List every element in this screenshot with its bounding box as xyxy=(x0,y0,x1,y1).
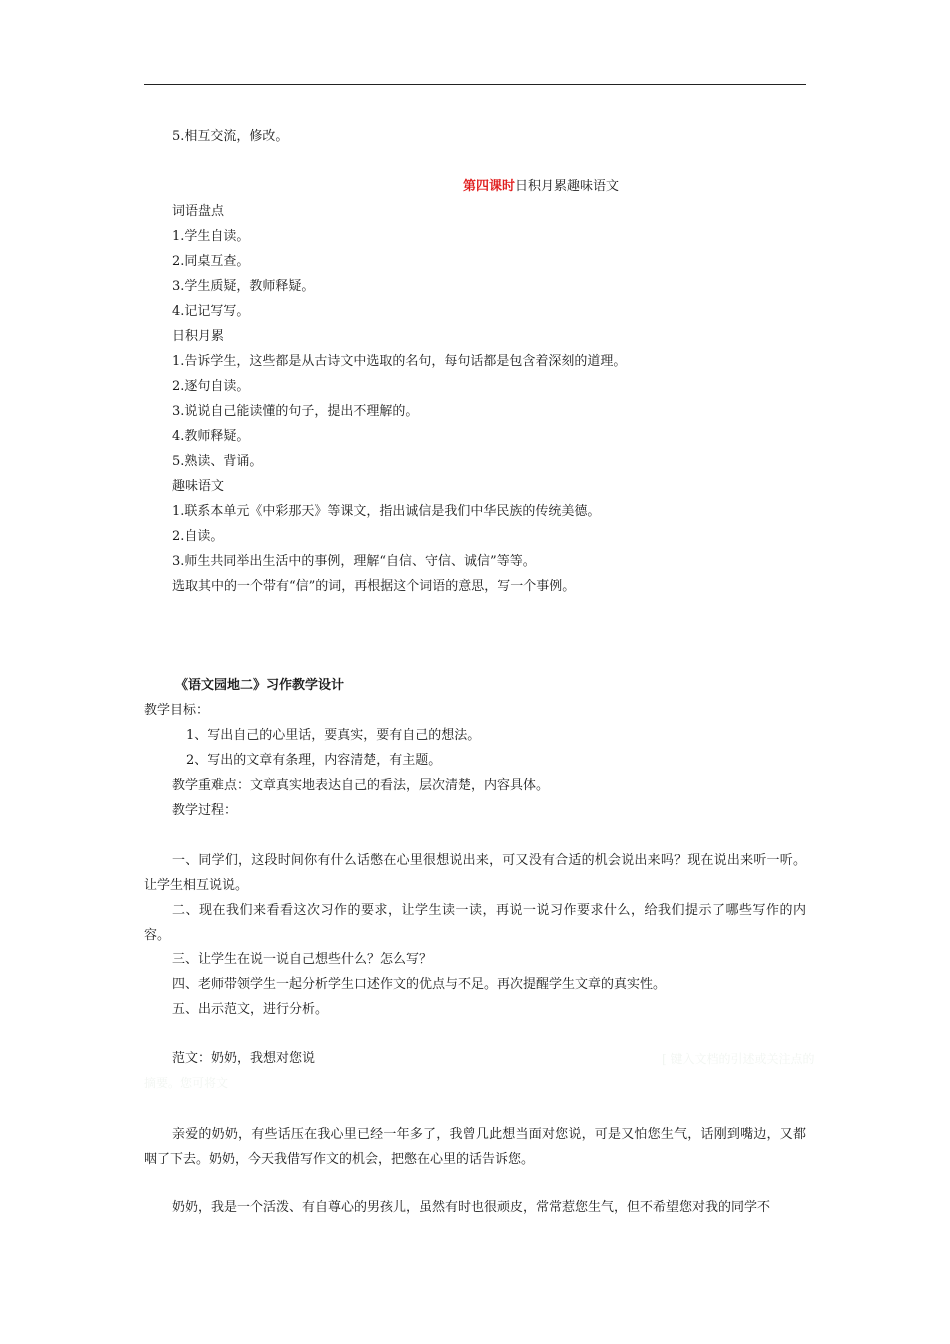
quwei-step: 2.自读。 xyxy=(172,529,224,544)
sample-paragraph: 奶奶，我是一个活泼、有自尊心的男孩儿，虽然有时也很顽皮，常常惹您生气，但不希望您对我的同学不 xyxy=(172,1200,771,1215)
quwei-heading: 趣味语文 xyxy=(172,479,225,494)
rijiyuelei-step: 5.熟读、背诵。 xyxy=(172,454,263,469)
goal-item: 2、写出的文章有条理，内容清楚，有主题。 xyxy=(186,753,442,768)
rijiyuelei-step: 3.说说自己能读懂的句子，提出不理解的。 xyxy=(172,404,419,419)
process-step: 四、老师带领学生一起分析学生口述作文的优点与不足。再次提醒学生文章的真实性。 xyxy=(172,977,667,992)
watermark-text: [ 键入文档的引述或关注点的 xyxy=(662,1052,815,1066)
key-points: 教学重难点：文章真实地表达自己的看法，层次清楚，内容具体。 xyxy=(172,778,550,793)
quwei-step: 1.联系本单元《中彩那天》等课文，指出诚信是我们中华民族的传统美德。 xyxy=(172,504,601,519)
lesson3-step-5: 5.相互交流，修改。 xyxy=(172,129,289,144)
ciyu-heading: 词语盘点 xyxy=(172,204,225,219)
sample-title: 范文：奶奶，我想对您说 xyxy=(172,1051,316,1066)
ciyu-step: 3.学生质疑，教师释疑。 xyxy=(172,279,315,294)
process-step: 二、现在我们来看看这次习作的要求，让学生读一读，再说一说习作要求什么，给我们提示了哪些写作的内容。 xyxy=(144,903,806,943)
sample-paragraph: 亲爱的奶奶，有些话压在我心里已经一年多了，我曾几此想当面对您说，可是又怕您生气，话刚到嘴边，又都咽了下去。奶奶，今天我借写作文的机会，把憋在心里的话告诉您。 xyxy=(144,1127,806,1167)
goals-label: 教学目标： xyxy=(144,703,210,718)
quwei-step: 3.师生共同举出生活中的事例，理解“自信、守信、诚信”等等。 xyxy=(172,554,536,569)
header-rule xyxy=(144,84,806,85)
rijiyuelei-heading: 日积月累 xyxy=(172,329,225,344)
ciyu-step: 2.同桌互查。 xyxy=(172,254,250,269)
rijiyuelei-step: 1.告诉学生，这些都是从古诗文中选取的名句，每句话都是包含着深刻的道理。 xyxy=(172,354,627,369)
lesson4-heading-rest: 日积月累趣味语文 xyxy=(515,179,620,194)
ciyu-step: 1.学生自读。 xyxy=(172,229,250,244)
process-label: 教学过程： xyxy=(172,803,238,818)
process-step: 一、同学们，这段时间你有什么话憋在心里很想说出来，可又没有合适的机会说出来吗？现在说出来听一听。让学生相互说说。 xyxy=(144,853,806,893)
lesson4-heading xyxy=(463,177,619,197)
lesson4-heading-red: 第四课时 xyxy=(463,179,516,194)
quwei-task: 选取其中的一个带有“信”的词，再根据这个词语的意思，写一个事例。 xyxy=(172,579,576,594)
ciyu-step: 4.记记写写。 xyxy=(172,304,250,319)
watermark-text: 摘要。您可将文 xyxy=(144,1076,229,1090)
rijiyuelei-step: 4.教师释疑。 xyxy=(172,429,250,444)
process-step: 五、出示范文，进行分析。 xyxy=(172,1002,329,1017)
design-title: 《语文园地二》习作教学设计 xyxy=(175,678,345,693)
process-step: 三、让学生在说一说自己想些什么？怎么写？ xyxy=(172,952,433,967)
goal-item: 1、写出自己的心里话，要真实，要有自己的想法。 xyxy=(186,728,481,743)
rijiyuelei-step: 2.逐句自读。 xyxy=(172,379,250,394)
